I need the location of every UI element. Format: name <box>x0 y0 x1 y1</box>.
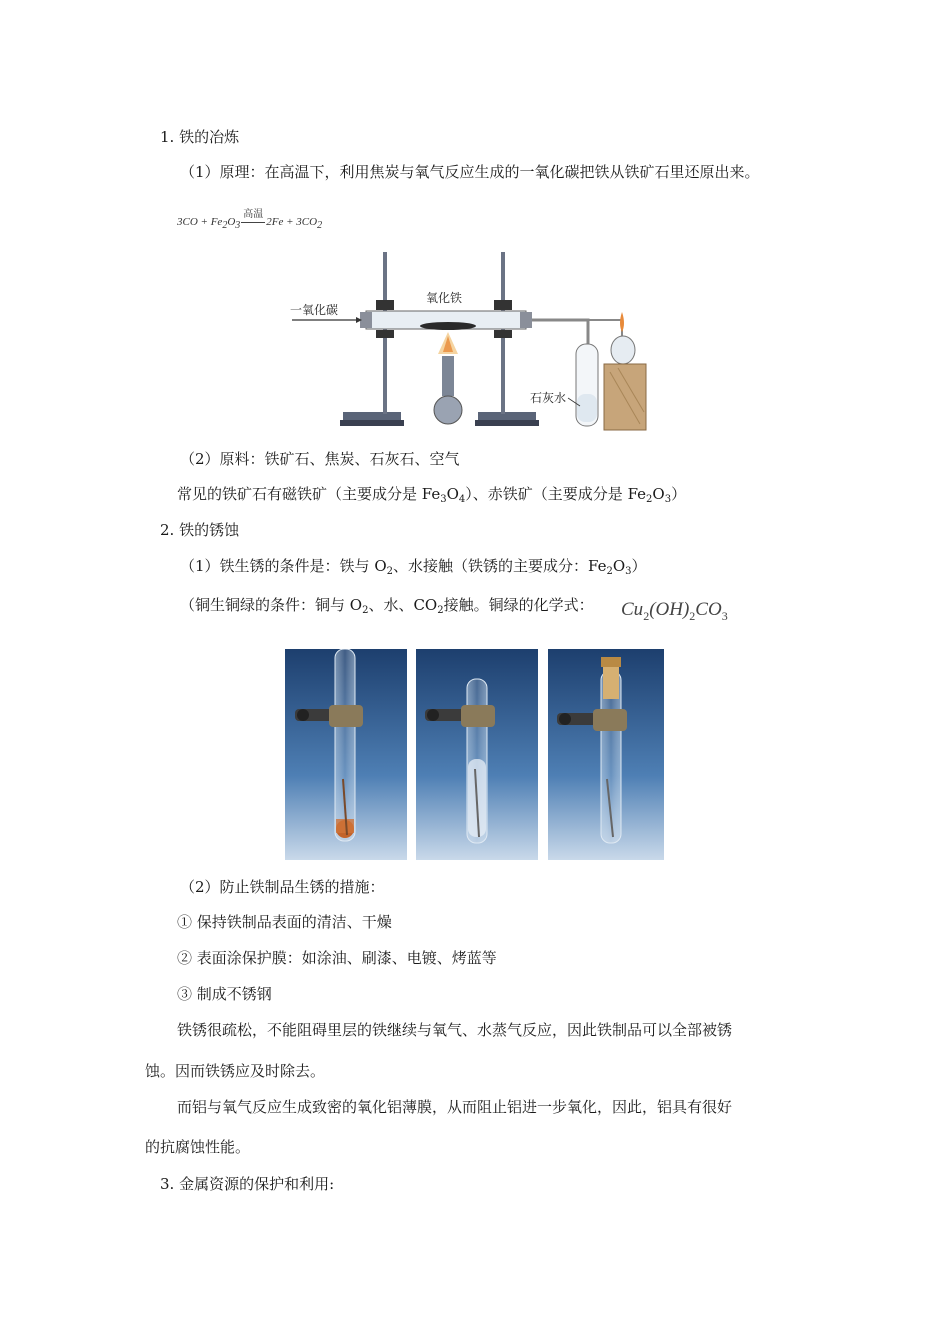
rust-paragraph-line-2: 蚀。因而铁锈应及时除去。 <box>145 1062 326 1080</box>
iron-ores-text: 常见的铁矿石有磁铁矿（主要成分是 $Fe_3O_4$）、赤铁矿（主要成分是 $Fe_2O_3$） <box>177 485 687 505</box>
photo-tube-with-boiled-water-and-oil <box>416 649 538 860</box>
iron-smelting-apparatus-diagram <box>288 244 654 434</box>
iron-oxide-powder <box>420 322 476 330</box>
aluminum-paragraph-line-1: 而铝与氧气反应生成致密的氧化铝薄膜，从而阻止铝进一步氧化，因此，铝具有很好 <box>177 1098 733 1116</box>
prevention-title: （2）防止铁制品生锈的措施： <box>180 878 385 896</box>
principle-text: （1）原理：在高温下，利用焦炭与氧气反应生成的一氧化碳把铁从铁矿石里还原出来。 <box>180 163 760 181</box>
section-1-heading: 1. 铁的冶炼 <box>160 128 240 146</box>
photo-tube-with-dry-air <box>548 649 664 860</box>
aluminum-paragraph-line-2: 的抗腐蚀性能。 <box>145 1138 251 1156</box>
label-limewater: 石灰水 <box>530 391 567 405</box>
rust-experiment-photos <box>285 649 664 860</box>
equation-arrow: 高温 <box>241 216 265 228</box>
measure-1: ① 保持铁制品表面的清洁、干燥 <box>177 913 392 931</box>
label-carbon-monoxide: 一氧化碳 <box>290 303 339 317</box>
alcohol-burner-neck <box>442 356 454 396</box>
rust-condition-text: （1）铁生锈的条件是：铁与 $O_2$、水接触（铁锈的主要成分：$Fe_2O_3$） <box>180 557 647 577</box>
rust-paragraph-line-1: 铁锈很疏松，不能阻碍里层的铁继续与氧气、水蒸气反应，因此铁制品可以全部被锈 <box>177 1021 733 1039</box>
section-3-heading: 3. 金属资源的保护和利用: <box>160 1175 335 1193</box>
section-2-heading: 2. 铁的锈蚀 <box>160 521 240 539</box>
label-iron-oxide: 氧化铁 <box>426 291 463 305</box>
copper-patina-text: （铜生铜绿的条件：铜与 $O_2$、水、$CO_2$接触。铜绿的化学式： <box>180 596 594 616</box>
reduction-equation: 3CO + Fe2O3 高温 2Fe + 3CO2 <box>177 209 323 231</box>
alcohol-burner <box>434 396 462 424</box>
photo-tube-with-water-and-air <box>285 649 407 860</box>
measure-2: ② 表面涂保护膜：如涂油、刷漆、电镀、烤蓝等 <box>177 949 497 967</box>
copper-patina-formula: $Cu_2(OH)_2CO_3$ <box>621 599 728 623</box>
measure-3: ③ 制成不锈钢 <box>177 985 272 1003</box>
materials-text: （2）原料：铁矿石、焦炭、石灰石、空气 <box>180 450 460 468</box>
